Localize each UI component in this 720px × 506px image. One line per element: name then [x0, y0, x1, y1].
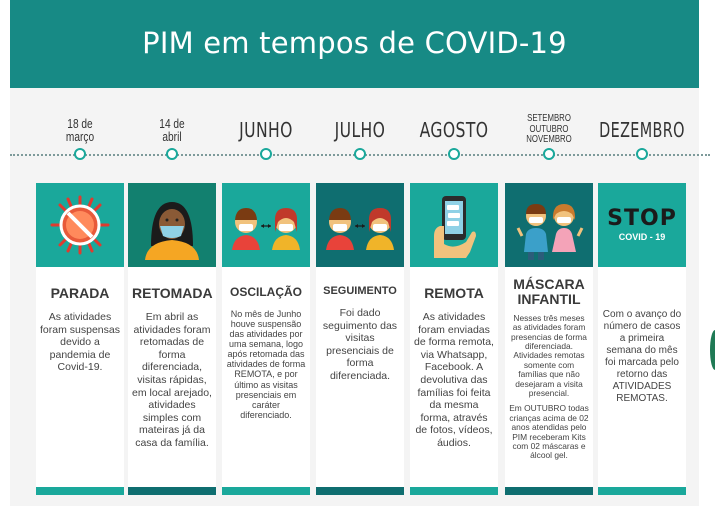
footer-bar: [410, 487, 498, 495]
date-label: DEZEMBRO: [599, 118, 685, 142]
date-label: JULHO: [334, 118, 386, 142]
timeline-column-abril: [128, 0, 216, 506]
card-text: Em abril as atividades foram retomadas de forma diferenciada, visitas rápidas, em local arejado, atividades simples com mateiras já da casa da família.: [132, 311, 212, 449]
footer-bar: [316, 487, 404, 495]
masked-woman-icon: [128, 183, 216, 267]
timeline-dot: [260, 148, 272, 160]
timeline-dot: [543, 148, 555, 160]
distancing-people-icon: [316, 183, 404, 267]
coronavirus-stop-icon: [36, 183, 124, 267]
distancing-people-icon: [222, 183, 310, 267]
timeline-column-agosto: [410, 0, 498, 506]
card-heading: REMOTA: [424, 285, 484, 301]
date-label: AGOSTO: [419, 118, 489, 142]
event-card: [316, 267, 404, 487]
footer-bar: [222, 487, 310, 495]
date-label: SETEMBRO OUTUBRO NOVEMBRO: [526, 113, 572, 146]
timeline-dot: [74, 148, 86, 160]
card-heading: RETOMADA: [132, 285, 213, 301]
card-heading: OSCILAÇÃO: [230, 285, 302, 299]
date-label: 14 de abril: [159, 116, 185, 144]
card-text: Com o avanço do número de casos a primeira semana do mês foi marcada pelo retorno das ATIVIDADES REMOTAS.: [602, 309, 682, 404]
masked-children-icon: [505, 183, 593, 267]
card-text: Nesses três meses as atividades foram presencias de forma diferenciada. Atividades remotas somente com famílias que não desejaram a visita presencial.: [511, 312, 587, 399]
timeline-column-marco: [36, 0, 124, 506]
timeline-dot: [636, 148, 648, 160]
covid-19-label: COVID - 19: [618, 232, 666, 242]
card-text: As atividades foram enviadas de forma remota, via Whatsapp, Facebook. A devolutiva das famílias foi feita da mesma forma, através de fotos, vídeos, áudios.: [414, 311, 494, 449]
date-label: JUNHO: [239, 118, 293, 142]
card-text: As atividades foram suspensas devido a pandemia de Covid-19.: [40, 311, 120, 374]
stop-label: STOP: [607, 206, 677, 231]
event-card: [128, 267, 216, 487]
card-heading: MÁSCARA INFANTIL: [513, 276, 585, 308]
card-text: No mês de Junho houve suspensão das atividades por uma semana, logo após retomada das atividades de forma REMOTA, e por último as visitas presenciais em caráter diferenciado.: [226, 309, 306, 420]
card-text-secondary: Em OUTUBRO todas crianças acima de 02 anos atendidas pelo PIM receberam Kits com 02 máscaras e álcool gel.: [509, 403, 589, 461]
card-heading: PARADA: [50, 285, 110, 301]
timeline-dot: [448, 148, 460, 160]
timeline-column-junho: [222, 0, 310, 506]
event-card: [598, 267, 686, 487]
footer-bar: [505, 487, 593, 495]
timeline-dot: [354, 148, 366, 160]
page-title: PIM em tempos de COVID-19: [142, 26, 567, 60]
timeline-column-julho: [316, 0, 404, 506]
card-heading: SEGUIMENTO: [323, 285, 397, 297]
timeline-column-set-out-nov: [505, 0, 593, 506]
decorative-leaf: [710, 330, 720, 370]
footer-bar: [598, 487, 686, 495]
event-card: [36, 267, 124, 487]
date-label: 18 de março: [65, 116, 95, 144]
footer-bar: [128, 487, 216, 495]
event-card: [410, 267, 498, 487]
timeline-dot: [166, 148, 178, 160]
event-card: [505, 267, 593, 487]
card-text: Foi dado seguimento das visitas presenciais de forma diferenciada.: [322, 307, 398, 382]
smartphone-hand-icon: [410, 183, 498, 267]
stop-covid-icon: [598, 183, 686, 267]
footer-bar: [36, 487, 124, 495]
event-card: [222, 267, 310, 487]
timeline-column-dezembro: [598, 0, 686, 506]
